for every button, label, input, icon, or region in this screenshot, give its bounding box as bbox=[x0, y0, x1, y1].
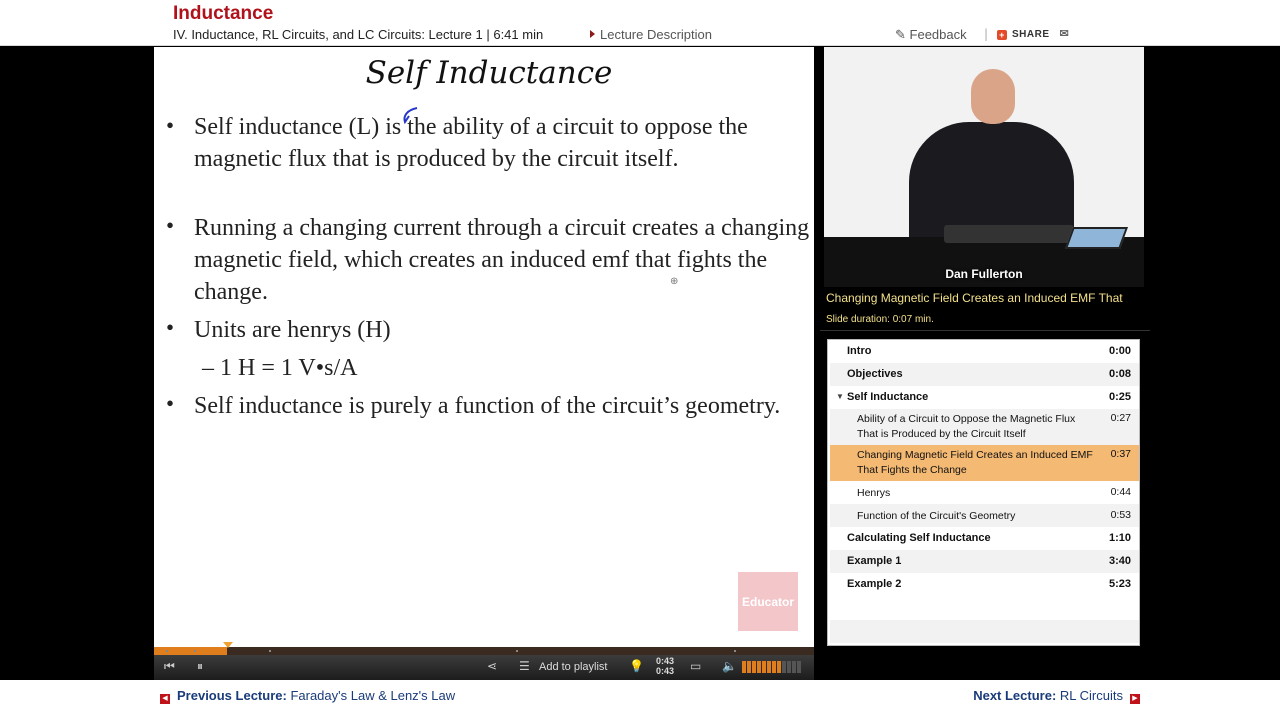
chapter-dot bbox=[166, 650, 168, 652]
time-display bbox=[656, 656, 674, 676]
expand-arrow-icon bbox=[590, 30, 595, 38]
volume-bar bbox=[767, 661, 771, 673]
page-header bbox=[0, 0, 1280, 46]
progress-bar[interactable] bbox=[154, 647, 814, 655]
share-label: SHARE bbox=[1012, 29, 1050, 40]
lecture-info: IV. Inductance, RL Circuits, and LC Circuits: Lecture 1 | 6:41 min bbox=[173, 27, 544, 42]
slide-bullet: Running a changing current through a circuit creates a changing magnetic field, which creates an induced emf that fights the change. bbox=[194, 215, 810, 305]
outline-time: 0:44 bbox=[1110, 486, 1131, 498]
outline-subitem-ability[interactable] bbox=[830, 409, 1139, 445]
next-title: RL Circuits bbox=[1059, 688, 1123, 703]
lecture-outline bbox=[827, 339, 1140, 646]
add-to-playlist-button[interactable]: Add to playlist bbox=[539, 661, 608, 673]
player-controls bbox=[154, 655, 814, 680]
prev-arrow-icon: ◀ bbox=[160, 694, 170, 704]
mail-icon[interactable]: ✉ bbox=[1059, 28, 1070, 40]
outline-label: Function of the Circuit's Geometry bbox=[857, 510, 1016, 522]
outline-item-calculating[interactable] bbox=[830, 527, 1139, 550]
pause-icon[interactable]: ⏸ bbox=[197, 659, 204, 673]
outline-subitem-henrys[interactable] bbox=[830, 481, 1139, 504]
outline-label: Ability of a Circuit to Oppose the Magnetic Flux That is Produced by the Circuit Itself bbox=[857, 413, 1076, 440]
lecture-description-link[interactable] bbox=[590, 27, 712, 42]
outline-item-example-2[interactable] bbox=[830, 573, 1139, 596]
volume-bar bbox=[752, 661, 756, 673]
time-total: 0:43 bbox=[656, 666, 675, 676]
pencil-icon: ✎ bbox=[895, 27, 906, 42]
presenter-name: Dan Fullerton bbox=[945, 267, 1023, 281]
speaker-icon[interactable]: 🔈 bbox=[722, 659, 737, 673]
next-label: Next Lecture: bbox=[973, 688, 1057, 703]
lecture-slide bbox=[154, 47, 814, 647]
outline-label: Changing Magnetic Field Creates an Induced EMF That Fights the Change bbox=[857, 449, 1093, 476]
outline-item-self-inductance[interactable] bbox=[830, 386, 1139, 409]
share-button[interactable] bbox=[997, 27, 1069, 40]
volume-bar bbox=[757, 661, 761, 673]
divider bbox=[820, 330, 1150, 331]
outline-label: Henrys bbox=[857, 487, 891, 499]
slide-bullet: Self inductance (L) is the ability of a circuit to oppose the magnetic flux that is produced by the circuit itself. bbox=[194, 114, 748, 172]
time-elapsed: 0:43 bbox=[656, 656, 675, 666]
volume-bar bbox=[797, 661, 801, 673]
prev-title: Faraday's Law & Lenz's Law bbox=[290, 688, 456, 703]
drawing-tablet bbox=[944, 225, 1074, 243]
feedback-link[interactable] bbox=[895, 27, 967, 43]
slide-bullet: Self inductance is purely a function of the circuit’s geometry. bbox=[194, 393, 781, 419]
slide-sub-bullet: – 1 H = 1 V•s/A bbox=[202, 355, 358, 381]
course-title[interactable]: Inductance bbox=[173, 3, 274, 24]
outline-label: Example 2 bbox=[847, 578, 902, 590]
lecture-nav-footer bbox=[0, 680, 1280, 720]
current-slide-title: Changing Magnetic Field Creates an Induced EMF That bbox=[826, 291, 1123, 305]
volume-bar bbox=[787, 661, 791, 673]
outline-footer bbox=[830, 620, 1139, 643]
slide-bullet: Units are henrys (H) bbox=[194, 317, 391, 343]
progress-fill bbox=[154, 647, 227, 655]
chapter-dot bbox=[194, 650, 196, 652]
share-icon[interactable]: ⋖ bbox=[487, 659, 498, 673]
outline-time: 0:08 bbox=[1108, 368, 1131, 380]
volume-bar bbox=[782, 661, 786, 673]
outline-label: Calculating Self Inductance bbox=[847, 532, 991, 544]
bullet-icon: • bbox=[166, 315, 175, 340]
next-arrow-icon: ▶ bbox=[1130, 694, 1140, 704]
outline-time: 0:37 bbox=[1110, 448, 1131, 460]
outline-label: Self Inductance bbox=[847, 391, 929, 403]
outline-item-intro[interactable] bbox=[830, 340, 1139, 363]
lightbulb-icon[interactable]: 💡 bbox=[629, 659, 644, 673]
header-separator: | bbox=[984, 27, 989, 41]
rewind-icon[interactable]: ⏮ bbox=[164, 659, 175, 673]
outline-label: Intro bbox=[847, 345, 872, 357]
annotation-mark-icon bbox=[399, 104, 423, 130]
volume-slider[interactable] bbox=[742, 661, 807, 673]
collapse-arrow-icon[interactable]: ▼ bbox=[836, 392, 844, 401]
outline-subitem-changing-field[interactable] bbox=[830, 445, 1139, 481]
chapter-dot bbox=[734, 650, 736, 652]
outline-time: 0:53 bbox=[1110, 509, 1131, 521]
slide-duration: Slide duration: 0:07 min. bbox=[826, 314, 934, 325]
outline-time: 5:23 bbox=[1108, 578, 1131, 590]
outline-subitem-geometry[interactable] bbox=[830, 504, 1139, 527]
outline-label: Objectives bbox=[847, 368, 903, 380]
educator-logo: Educator bbox=[738, 572, 798, 631]
playlist-icon[interactable]: ☰ bbox=[519, 659, 530, 673]
chapter-dot bbox=[269, 650, 271, 652]
next-lecture-link[interactable] bbox=[973, 688, 1140, 704]
outline-time: 1:10 bbox=[1108, 532, 1131, 544]
volume-bar bbox=[742, 661, 746, 673]
slide-title: Self Inductance bbox=[365, 55, 613, 91]
volume-bar bbox=[762, 661, 766, 673]
volume-bar bbox=[792, 661, 796, 673]
outline-time: 0:27 bbox=[1110, 412, 1131, 424]
prev-label: Previous Lecture: bbox=[177, 688, 287, 703]
bullet-icon: • bbox=[166, 391, 175, 416]
bullet-icon: • bbox=[166, 113, 175, 138]
bullet-icon: • bbox=[166, 213, 175, 238]
fullscreen-icon[interactable]: ▭ bbox=[690, 659, 702, 673]
outline-time: 0:00 bbox=[1108, 345, 1131, 357]
outline-time: 3:40 bbox=[1108, 555, 1131, 567]
outline-item-objectives[interactable] bbox=[830, 363, 1139, 386]
volume-bar bbox=[747, 661, 751, 673]
outline-time: 0:25 bbox=[1108, 391, 1131, 403]
volume-bar bbox=[772, 661, 776, 673]
cursor-crosshair-icon: ⊕ bbox=[670, 276, 679, 287]
feedback-label: Feedback bbox=[909, 27, 967, 42]
playhead-marker[interactable] bbox=[223, 642, 233, 648]
outline-item-example-1[interactable] bbox=[830, 550, 1139, 573]
outline-label: Example 1 bbox=[847, 555, 902, 567]
ipad bbox=[1065, 227, 1128, 249]
share-plus-icon: + bbox=[997, 30, 1007, 40]
volume-bar bbox=[777, 661, 781, 673]
presenter-video[interactable] bbox=[824, 47, 1144, 287]
lecture-description-label: Lecture Description bbox=[600, 27, 712, 42]
chapter-dot bbox=[516, 650, 518, 652]
presenter-head bbox=[971, 69, 1015, 124]
previous-lecture-link[interactable] bbox=[160, 688, 455, 704]
